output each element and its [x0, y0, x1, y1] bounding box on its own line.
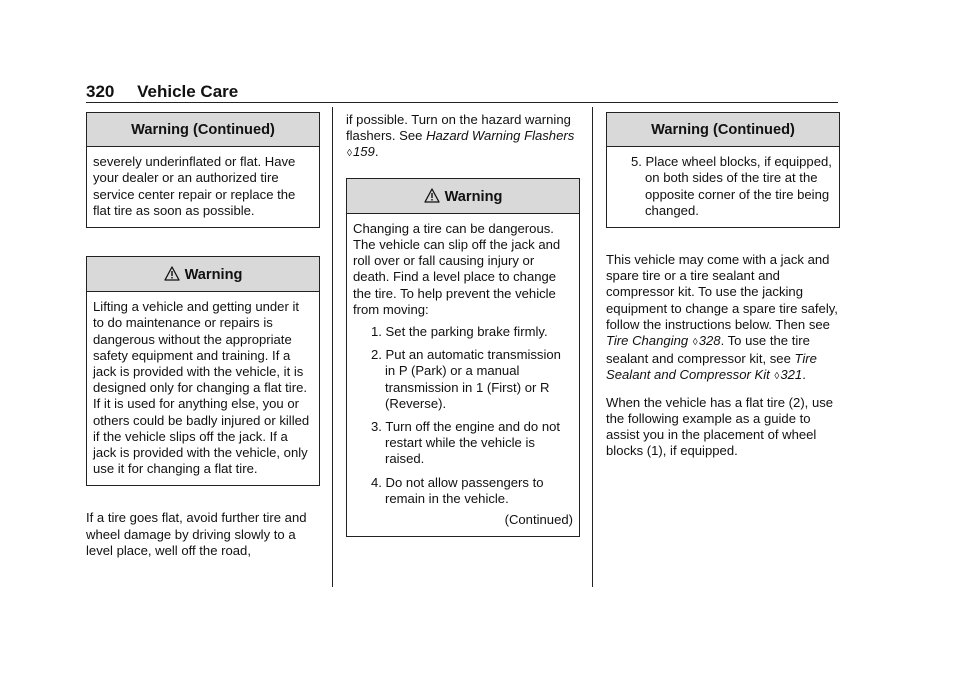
tire-sealant-link[interactable]: Tire Sealant and Compressor Kit	[606, 351, 817, 383]
page-ref-icon: ◊	[347, 148, 352, 160]
warning-box-heading: Warning (Continued)	[607, 113, 839, 147]
continued-label: (Continued)	[504, 512, 573, 528]
hazard-flashers-link[interactable]: Hazard Warning Flashers	[426, 128, 575, 144]
list-item: 3. Turn off the engine and do not restart while the vehicle is raised.	[371, 419, 561, 467]
warning-box-lifting	[86, 256, 320, 486]
warning-box-heading	[87, 257, 319, 292]
para-text: . To use the tire sealant and compressor kit, see	[606, 333, 810, 367]
steps-list	[353, 324, 573, 507]
page-header	[86, 82, 238, 102]
list-item: 4. Do not allow passengers to remain in the vehicle.	[371, 474, 544, 506]
page-ref-number[interactable]: 321	[780, 367, 803, 383]
list-item: 5. Place wheel blocks, if equipped, on both sides of the tire at the opposite corner of the tire being changed.	[631, 154, 832, 218]
body-paragraph: When the vehicle has a flat tire (2), use the following example as a guide to assist you in the placement of wheel blocks (1), if equipped.	[606, 394, 834, 459]
warning-heading-label: Warning	[444, 188, 503, 205]
column-2	[346, 112, 580, 561]
warning-box-text: Lifting a vehicle and getting under it to do maintenance or repairs is dangerous without the appropriate safety equipment and training. If a jack is provided with the vehicle, it is designed only for changing a flat tire. If it is used for anything else, you or others could be badly injured or killed if the vehicle slips off the jack. If a jack is provided with the vehicle, only use it for changing a flat tire.	[93, 299, 310, 477]
warning-box-text: severely underinflated or flat. Have your dealer or an authorized tire service center repair or replace the flat tire as soon as possible.	[93, 154, 296, 218]
steps-list	[613, 154, 833, 219]
header-rule	[86, 102, 838, 103]
warning-box-heading: Warning (Continued)	[87, 113, 319, 147]
warning-box-heading	[347, 179, 579, 214]
warning-box-continued	[86, 112, 320, 228]
column-divider-2	[592, 107, 593, 587]
para-text: .	[374, 144, 379, 160]
body-paragraph	[346, 112, 580, 163]
warning-box-continued	[606, 112, 840, 228]
warning-triangle-icon	[424, 188, 440, 203]
page-ref-icon: ◊	[692, 337, 698, 349]
page-ref-number[interactable]: 159	[352, 144, 375, 160]
warning-triangle-icon	[164, 266, 180, 281]
page-ref-number[interactable]: 328	[698, 333, 721, 349]
warning-heading-label: Warning	[184, 267, 243, 284]
page-number: 320	[86, 82, 115, 101]
column-1	[86, 112, 320, 568]
body-paragraph	[606, 252, 840, 386]
para-text: if possible. Turn on the hazard warning flashers. See	[346, 112, 571, 144]
para-text: .	[802, 367, 806, 383]
column-3	[606, 112, 840, 468]
warning-box-text: Changing a tire can be dangerous. The vehicle can slip off the jack and roll over or fall causing injury or death. Find a level place to change the tire. To help prevent the vehicle from moving:	[353, 220, 561, 317]
column-divider-1	[332, 107, 333, 587]
list-item: 2. Put an automatic transmission in P (Park) or a manual transmission in 1 (First) or R (Reverse).	[371, 347, 561, 411]
body-paragraph: If a tire goes flat, avoid further tire and wheel damage by driving slowly to a level place, well off the road,	[86, 510, 307, 558]
tire-changing-link[interactable]: Tire Changing	[606, 333, 689, 349]
para-text: This vehicle may come with a jack and spare tire or a tire sealant and compressor kit. To use the jacking equipment to change a spare tire safely, follow the instructions below. Then see	[606, 252, 838, 332]
warning-box-changing-tire	[346, 178, 580, 538]
page-ref-icon: ◊	[774, 371, 780, 383]
list-item: 1. Set the parking brake firmly.	[371, 324, 548, 340]
section-title: Vehicle Care	[137, 82, 239, 101]
